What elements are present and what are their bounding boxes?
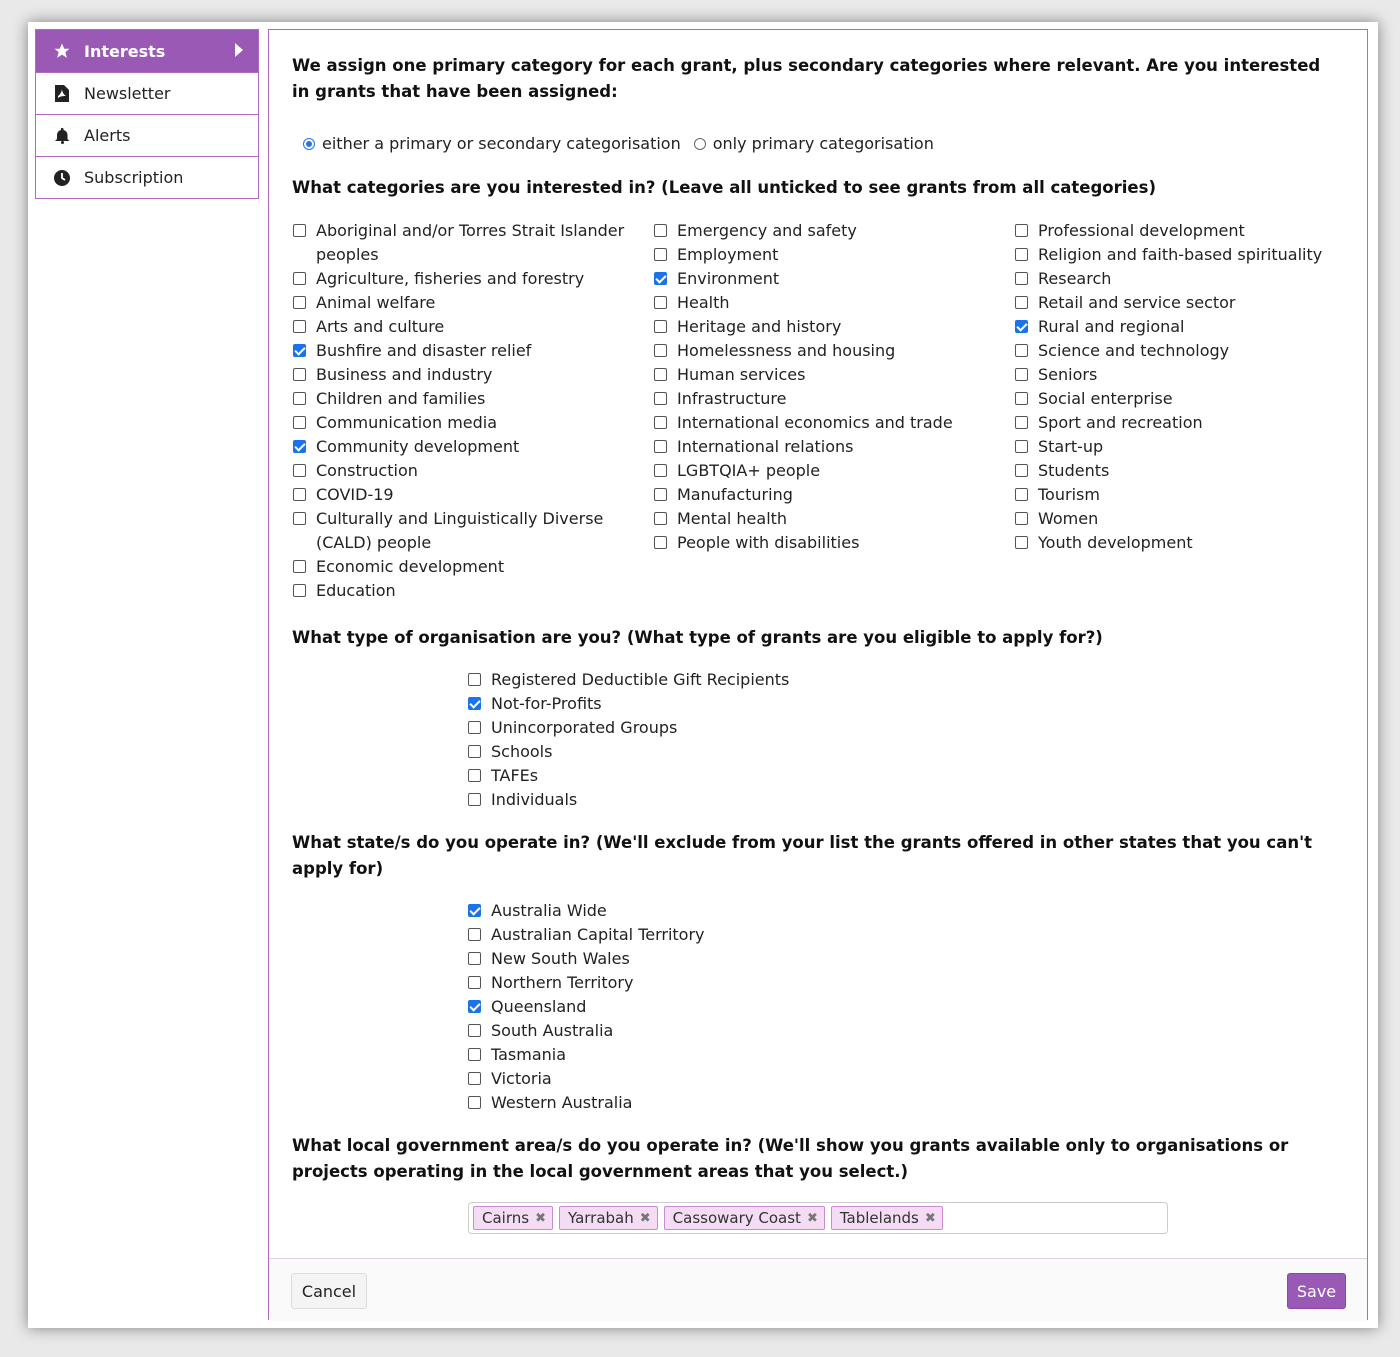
- checkbox-unchecked[interactable]: [293, 272, 306, 285]
- checkbox-label: People with disabilities: [677, 533, 860, 552]
- radio-primary-categorisation[interactable]: [694, 138, 706, 150]
- checkbox-unchecked[interactable]: [293, 488, 306, 501]
- checkbox-label: COVID-19: [316, 485, 394, 504]
- checkbox-unchecked[interactable]: [468, 1096, 481, 1109]
- checkbox-unchecked[interactable]: [654, 536, 667, 549]
- checkbox-unchecked[interactable]: [654, 344, 667, 357]
- checkbox-label: Australia Wide: [491, 901, 607, 920]
- checkbox-label: Culturally and Linguistically Diverse (CALD) people: [316, 509, 604, 552]
- categorisation-question: We assign one primary category for each grant, plus secondary categories where relevant. Are you interested in grants that have been assigned:: [292, 56, 1321, 101]
- categorisation-options: [303, 134, 934, 153]
- category-checkbox[interactable]: [654, 411, 1015, 435]
- checkbox-unchecked[interactable]: [468, 673, 481, 686]
- category-checkbox[interactable]: [1015, 243, 1345, 267]
- sidebar-item-label: Newsletter: [84, 84, 171, 103]
- checkbox-label: Women: [1038, 509, 1099, 528]
- checkbox-label: Construction: [316, 461, 418, 480]
- category-checkbox[interactable]: [654, 219, 1015, 243]
- checkbox-label: Agriculture, fisheries and forestry: [316, 269, 585, 288]
- checkbox-label: International economics and trade: [677, 413, 953, 432]
- checkbox-label: Business and industry: [316, 365, 493, 384]
- category-checkbox[interactable]: [293, 219, 654, 267]
- category-checkbox[interactable]: [1015, 459, 1345, 483]
- org-type-checkbox[interactable]: [468, 788, 789, 812]
- category-checkbox[interactable]: [293, 315, 654, 339]
- checkbox-label: Communication media: [316, 413, 498, 432]
- category-checkbox[interactable]: [654, 507, 1015, 531]
- lga-tag: [473, 1206, 553, 1230]
- category-checkbox[interactable]: [1015, 363, 1345, 387]
- checkbox-unchecked[interactable]: [1015, 248, 1028, 261]
- category-checkbox[interactable]: [293, 507, 654, 555]
- checkbox-unchecked[interactable]: [468, 745, 481, 758]
- categories-column: [654, 219, 1015, 603]
- checkbox-label: Individuals: [491, 790, 578, 809]
- interests-form: [268, 29, 1368, 1320]
- checkbox-unchecked[interactable]: [468, 976, 481, 989]
- checkbox-checked[interactable]: [293, 440, 306, 453]
- checkbox-label: Community development: [316, 437, 520, 456]
- checkbox-label: Tasmania: [491, 1045, 567, 1064]
- checkbox-label: Social enterprise: [1038, 389, 1173, 408]
- checkbox-unchecked[interactable]: [1015, 224, 1028, 237]
- checkbox-unchecked[interactable]: [293, 416, 306, 429]
- checkbox-checked[interactable]: [468, 1000, 481, 1013]
- category-checkbox[interactable]: [1015, 267, 1345, 291]
- remove-tag-icon[interactable]: ✖: [535, 1210, 546, 1226]
- sidebar-item-alerts[interactable]: [36, 114, 258, 156]
- checkbox-label: Science and technology: [1038, 341, 1230, 360]
- category-checkbox[interactable]: [293, 579, 654, 603]
- checkbox-checked[interactable]: [468, 697, 481, 710]
- category-checkbox[interactable]: [654, 339, 1015, 363]
- checkbox-label: Manufacturing: [677, 485, 793, 504]
- checkbox-label: Bushfire and disaster relief: [316, 341, 532, 360]
- categories-column: [1015, 219, 1345, 603]
- org-type-checkbox[interactable]: [468, 740, 789, 764]
- checkbox-unchecked[interactable]: [654, 248, 667, 261]
- checkbox-label: Registered Deductible Gift Recipients: [491, 670, 790, 689]
- category-checkbox[interactable]: [293, 339, 654, 363]
- checkbox-unchecked[interactable]: [1015, 392, 1028, 405]
- checkbox-label: Tourism: [1038, 485, 1100, 504]
- lga-tag-label: Tablelands: [839, 1209, 919, 1227]
- org-type-checkbox[interactable]: [468, 692, 789, 716]
- category-checkbox[interactable]: [293, 387, 654, 411]
- checkbox-label: Education: [316, 581, 396, 600]
- category-checkbox[interactable]: [293, 459, 654, 483]
- category-checkbox[interactable]: [1015, 483, 1345, 507]
- checkbox-unchecked[interactable]: [293, 296, 306, 309]
- lga-tag: [664, 1206, 825, 1230]
- checkbox-unchecked[interactable]: [1015, 440, 1028, 453]
- checkbox-unchecked[interactable]: [1015, 512, 1028, 525]
- category-checkbox[interactable]: [1015, 315, 1345, 339]
- category-checkbox[interactable]: [293, 267, 654, 291]
- category-checkbox[interactable]: [654, 531, 1015, 555]
- category-checkbox[interactable]: [1015, 339, 1345, 363]
- checkbox-unchecked[interactable]: [468, 928, 481, 941]
- checkbox-unchecked[interactable]: [468, 1048, 481, 1061]
- checkbox-label: Queensland: [491, 997, 587, 1016]
- sidebar-item-interests[interactable]: [36, 30, 258, 72]
- checkbox-unchecked[interactable]: [654, 464, 667, 477]
- remove-tag-icon[interactable]: ✖: [806, 1210, 818, 1226]
- category-checkbox[interactable]: [654, 459, 1015, 483]
- lga-tag-label: Cairns: [482, 1209, 530, 1227]
- category-checkbox[interactable]: [293, 483, 654, 507]
- checkbox-unchecked[interactable]: [654, 368, 667, 381]
- category-checkbox[interactable]: [654, 387, 1015, 411]
- checkbox-unchecked[interactable]: [654, 224, 667, 237]
- checkbox-unchecked[interactable]: [1015, 488, 1028, 501]
- checkbox-label: Rural and regional: [1038, 317, 1185, 336]
- checkbox-label: Children and families: [316, 389, 486, 408]
- state-checkbox[interactable]: [468, 899, 705, 923]
- checkbox-label: Professional development: [1038, 221, 1245, 240]
- state-checkbox[interactable]: [468, 1043, 705, 1067]
- categories-checkbox-grid: [293, 219, 1345, 603]
- lga-tag-label: Yarrabah: [567, 1209, 634, 1227]
- states-checkbox-list: [468, 899, 705, 1115]
- checkbox-label: Employment: [677, 245, 779, 264]
- checkbox-label: Youth development: [1038, 533, 1193, 552]
- org-type-checkbox[interactable]: [468, 668, 789, 692]
- checkbox-unchecked[interactable]: [654, 392, 667, 405]
- checkbox-label: Research: [1038, 269, 1112, 288]
- checkbox-label: Health: [677, 293, 730, 312]
- state-checkbox[interactable]: [468, 947, 705, 971]
- checkbox-label: Unincorporated Groups: [491, 718, 678, 737]
- org-type-question: What type of organisation are you? (What type of grants are you eligible to apply for?): [292, 628, 1103, 647]
- checkbox-unchecked[interactable]: [293, 392, 306, 405]
- lga-tag-input[interactable]: [468, 1202, 1168, 1234]
- checkbox-label: Economic development: [316, 557, 505, 576]
- category-checkbox[interactable]: [293, 435, 654, 459]
- checkbox-label: Infrastructure: [677, 389, 787, 408]
- checkbox-label: Retail and service sector: [1038, 293, 1236, 312]
- checkbox-label: Seniors: [1038, 365, 1098, 384]
- checkbox-label: LGBTQIA+ people: [677, 461, 821, 480]
- category-checkbox[interactable]: [293, 291, 654, 315]
- checkbox-label: Mental health: [677, 509, 788, 528]
- checkbox-unchecked[interactable]: [1015, 272, 1028, 285]
- lga-question: What local government area/s do you operate in? (We'll show you grants available only to organisations or projects operating in the local government areas that you select.): [292, 1136, 1289, 1181]
- sidebar-item-label: Alerts: [84, 126, 131, 145]
- remove-tag-icon[interactable]: ✖: [639, 1210, 651, 1226]
- checkbox-label: Aboriginal and/or Torres Strait Islander peoples: [316, 221, 625, 264]
- checkbox-label: TAFEs: [491, 766, 539, 785]
- checkbox-label: Schools: [491, 742, 553, 761]
- category-checkbox[interactable]: [293, 363, 654, 387]
- checkbox-checked[interactable]: [468, 904, 481, 917]
- radio-either-categorisation[interactable]: [303, 138, 315, 150]
- radio-primary-label: only primary categorisation: [712, 134, 934, 153]
- sidebar: [35, 29, 259, 199]
- checkbox-unchecked[interactable]: [293, 320, 306, 333]
- checkbox-label: Western Australia: [491, 1093, 633, 1112]
- category-checkbox[interactable]: [654, 363, 1015, 387]
- category-checkbox[interactable]: [1015, 291, 1345, 315]
- lga-tag: [559, 1206, 658, 1230]
- checkbox-label: Students: [1038, 461, 1110, 480]
- sidebar-item-subscription[interactable]: [36, 156, 258, 198]
- sidebar-item-newsletter[interactable]: [36, 72, 258, 114]
- checkbox-unchecked[interactable]: [468, 769, 481, 782]
- checkbox-unchecked[interactable]: [293, 224, 306, 237]
- state-checkbox[interactable]: [468, 1019, 705, 1043]
- checkbox-label: Sport and recreation: [1038, 413, 1203, 432]
- category-checkbox[interactable]: [1015, 531, 1345, 555]
- checkbox-label: Start-up: [1038, 437, 1104, 456]
- category-checkbox[interactable]: [654, 291, 1015, 315]
- star-icon: [52, 42, 72, 60]
- checkbox-unchecked[interactable]: [293, 464, 306, 477]
- checkbox-label: International relations: [677, 437, 854, 456]
- checkbox-label: Victoria: [491, 1069, 552, 1088]
- categories-column: [293, 219, 654, 603]
- category-checkbox[interactable]: [293, 555, 654, 579]
- checkbox-unchecked[interactable]: [468, 721, 481, 734]
- checkbox-unchecked[interactable]: [1015, 536, 1028, 549]
- category-checkbox[interactable]: [1015, 219, 1345, 243]
- checkbox-label: Australian Capital Territory: [491, 925, 705, 944]
- checkbox-unchecked[interactable]: [1015, 464, 1028, 477]
- checkbox-unchecked[interactable]: [293, 584, 306, 597]
- checkbox-unchecked[interactable]: [654, 512, 667, 525]
- category-checkbox[interactable]: [1015, 387, 1345, 411]
- category-checkbox[interactable]: [654, 243, 1015, 267]
- checkbox-unchecked[interactable]: [468, 952, 481, 965]
- checkbox-unchecked[interactable]: [1015, 296, 1028, 309]
- checkbox-checked[interactable]: [1015, 320, 1028, 333]
- checkbox-unchecked[interactable]: [654, 296, 667, 309]
- state-checkbox[interactable]: [468, 1067, 705, 1091]
- checkbox-label: South Australia: [491, 1021, 614, 1040]
- checkbox-unchecked[interactable]: [654, 416, 667, 429]
- checkbox-label: Human services: [677, 365, 806, 384]
- radio-either-label: either a primary or secondary categorisation: [322, 134, 681, 153]
- org-type-checkbox[interactable]: [468, 764, 789, 788]
- checkbox-unchecked[interactable]: [468, 1024, 481, 1037]
- checkbox-label: Not-for-Profits: [491, 694, 602, 713]
- checkbox-checked[interactable]: [654, 272, 667, 285]
- checkbox-unchecked[interactable]: [1015, 416, 1028, 429]
- org-type-checkbox[interactable]: [468, 716, 789, 740]
- checkbox-unchecked[interactable]: [654, 320, 667, 333]
- checkbox-label: Emergency and safety: [677, 221, 857, 240]
- checkbox-unchecked[interactable]: [293, 560, 306, 573]
- categories-question: What categories are you interested in? (Leave all unticked to see grants from all categories): [292, 178, 1156, 197]
- save-button[interactable]: Save: [1287, 1273, 1346, 1309]
- state-checkbox[interactable]: [468, 923, 705, 947]
- category-checkbox[interactable]: [654, 483, 1015, 507]
- clock-icon: [52, 170, 72, 186]
- checkbox-label: Religion and faith-based spirituality: [1038, 245, 1323, 264]
- states-question: What state/s do you operate in? (We'll exclude from your list the grants offered in other states that you can't apply for): [292, 833, 1313, 878]
- category-checkbox[interactable]: [1015, 435, 1345, 459]
- checkbox-label: Arts and culture: [316, 317, 445, 336]
- checkbox-label: Homelessness and housing: [677, 341, 896, 360]
- state-checkbox[interactable]: [468, 971, 705, 995]
- checkbox-unchecked[interactable]: [468, 793, 481, 806]
- checkbox-unchecked[interactable]: [1015, 368, 1028, 381]
- category-checkbox[interactable]: [1015, 411, 1345, 435]
- cancel-button[interactable]: Cancel: [291, 1273, 367, 1309]
- category-checkbox[interactable]: [654, 315, 1015, 339]
- checkbox-label: Environment: [677, 269, 780, 288]
- pdf-file-icon: [52, 85, 72, 102]
- state-checkbox[interactable]: [468, 995, 705, 1019]
- checkbox-label: New South Wales: [491, 949, 630, 968]
- state-checkbox[interactable]: [468, 1091, 705, 1115]
- bell-icon: [52, 128, 72, 144]
- checkbox-label: Animal welfare: [316, 293, 436, 312]
- remove-tag-icon[interactable]: ✖: [924, 1210, 936, 1226]
- settings-window: [28, 22, 1378, 1328]
- checkbox-unchecked[interactable]: [293, 368, 306, 381]
- org-type-checkbox-list: [468, 668, 789, 812]
- category-checkbox[interactable]: [1015, 507, 1345, 531]
- checkbox-unchecked[interactable]: [1015, 344, 1028, 357]
- sidebar-item-label: Interests: [84, 41, 166, 61]
- checkbox-label: Northern Territory: [491, 973, 634, 992]
- lga-tag-label: Cassowary Coast: [672, 1209, 801, 1227]
- sidebar-item-label: Subscription: [84, 168, 184, 187]
- category-checkbox[interactable]: [654, 435, 1015, 459]
- category-checkbox[interactable]: [293, 411, 654, 435]
- lga-tag: [831, 1206, 943, 1230]
- form-footer: [269, 1258, 1367, 1321]
- checkbox-checked[interactable]: [293, 344, 306, 357]
- checkbox-unchecked[interactable]: [654, 440, 667, 453]
- checkbox-unchecked[interactable]: [468, 1072, 481, 1085]
- caret-right-icon: [234, 42, 244, 61]
- checkbox-unchecked[interactable]: [654, 488, 667, 501]
- category-checkbox[interactable]: [654, 267, 1015, 291]
- checkbox-label: Heritage and history: [677, 317, 842, 336]
- checkbox-unchecked[interactable]: [293, 512, 306, 525]
